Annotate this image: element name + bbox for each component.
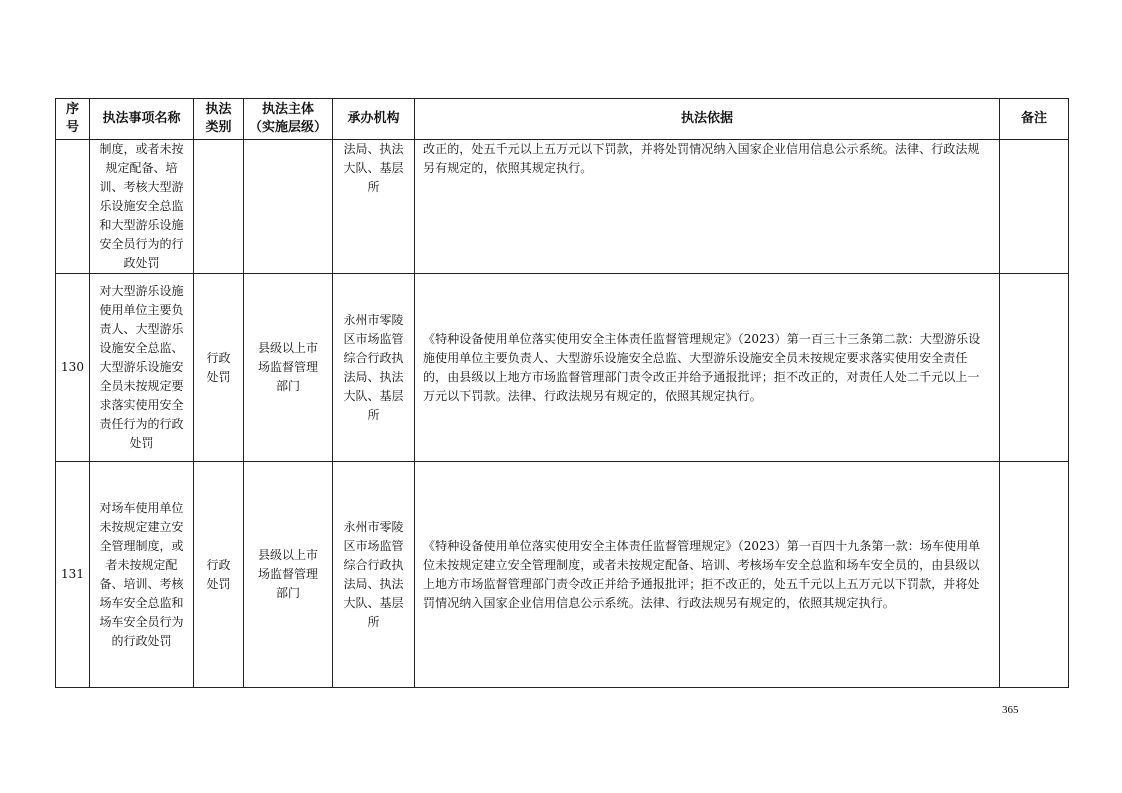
row-basis: 《特种设备使用单位落实使用安全主体责任监督管理规定》（2023）第一百三十三条第二款：大型游乐设施使用单位主要负责人、大型游乐设施安全总监、大型游乐设施安全员未按规定要求落实使用安全责任的，由县级以上地方市场监督管理部门责令改正并给予通报批评；拒不改正的，对责任人处二千元以上一万元以下罚款。法律、行政法规另有规定的，依照其规定执行。 [415, 274, 1000, 462]
header-subject [244, 99, 333, 140]
table-row [56, 462, 1069, 688]
row-agency: 永州市零陵区市场监管综合行政执法局、执法大队、基层所 [333, 274, 415, 462]
header-subject-line2: （实施层级） [248, 120, 327, 135]
row-name: 对场车使用单位未按规定建立安全管理制度，或者未按规定配备、培训、考核场车安全总监和场车安全员行为的行政处罚 [90, 462, 194, 688]
row-basis: 《特种设备使用单位落实使用安全主体责任监督管理规定》（2023）第一百四十九条第一款：场车使用单位未按规定建立安全管理制度，或者未按规定配备、培训、考核场车安全总监和场车安全员的，由县级以上地方市场监督管理部门责令改正并给予通报批评；拒不改正的，处五千元以上五万元以下罚款，并将处罚情况纳入国家企业信用信息公示系统。法律、行政法规另有规定的，依照其规定执行。 [415, 462, 1000, 688]
header-category: 执法类别 [194, 99, 244, 140]
row-category: 行政处罚 [194, 274, 244, 462]
row-subject [244, 140, 333, 274]
header-row [56, 99, 1069, 140]
row-name: 制度，或者未按规定配备、培训、考核大型游乐设施安全总监和大型游乐设施安全员行为的行政处罚 [90, 140, 194, 274]
row-agency: 永州市零陵区市场监管综合行政执法局、执法大队、基层所 [333, 462, 415, 688]
header-seq: 序号 [56, 99, 90, 140]
row-agency: 法局、执法大队、基层所 [333, 140, 415, 274]
header-subject-line1: 执法主体 [261, 102, 314, 117]
row-subject: 县级以上市场监督管理部门 [244, 274, 333, 462]
header-agency: 承办机构 [333, 99, 415, 140]
row-seq: 131 [56, 462, 90, 688]
row-remarks [1000, 462, 1069, 688]
row-category: 行政处罚 [194, 462, 244, 688]
header-remarks: 备注 [1000, 99, 1069, 140]
header-basis: 执法依据 [415, 99, 1000, 140]
table-row [56, 140, 1069, 274]
row-category [194, 140, 244, 274]
row-subject: 县级以上市场监督管理部门 [244, 462, 333, 688]
row-remarks [1000, 274, 1069, 462]
header-name: 执法事项名称 [90, 99, 194, 140]
table-row [56, 274, 1069, 462]
row-basis: 改正的，处五千元以上五万元以下罚款，并将处罚情况纳入国家企业信用信息公示系统。法律、行政法规另有规定的，依照其规定执行。 [415, 140, 1000, 274]
row-remarks [1000, 140, 1069, 274]
row-seq [56, 140, 90, 274]
enforcement-table [55, 98, 1069, 688]
row-seq: 130 [56, 274, 90, 462]
row-name: 对大型游乐设施使用单位主要负责人、大型游乐设施安全总监、大型游乐设施安全员未按规定要求落实使用安全责任行为的行政处罚 [90, 274, 194, 462]
page-number: 365 [1002, 704, 1019, 716]
